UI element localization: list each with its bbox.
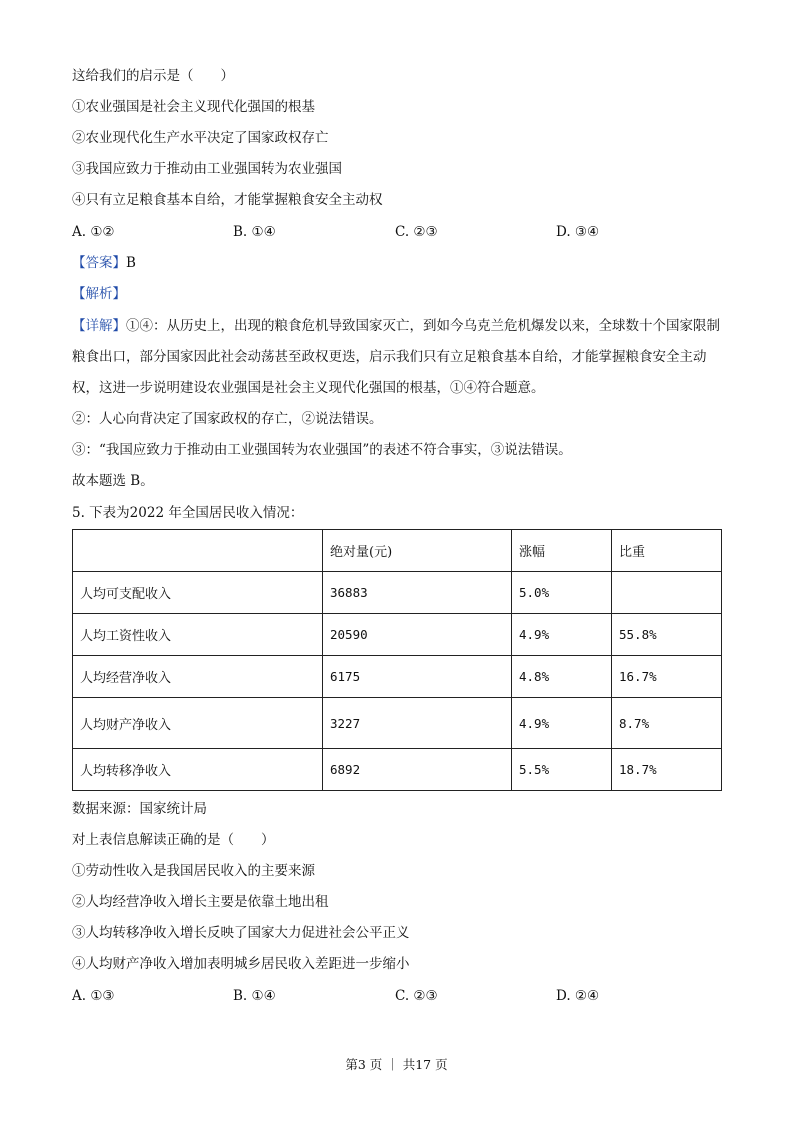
table-cell: 人均工资性收入 <box>73 614 323 656</box>
q5-stem: 5. 下表为2022 年全国居民收入情况： <box>72 505 304 521</box>
q5-statement-1: ①劳动性收入是我国居民收入的主要来源 <box>72 863 315 879</box>
q4-detail <box>72 311 722 404</box>
income-table <box>72 529 722 791</box>
q5-options <box>72 986 712 1006</box>
q5-option-a: A. ①③ <box>72 988 115 1004</box>
q4-answer <box>72 253 136 273</box>
page-footer: 第3 页 ｜ 共17 页 <box>345 1057 448 1072</box>
q5-statement-4: ④人均财产净收入增加表明城乡居民收入差距进一步缩小 <box>72 956 410 972</box>
table-row <box>73 572 722 614</box>
table-row <box>73 656 722 698</box>
q4-note-2: ②：人心向背决定了国家政权的存亡，②说法错误。 <box>72 411 383 427</box>
q4-statement-3: ③我国应致力于推动由工业强国转为农业强国 <box>72 161 342 177</box>
table-cell: 人均经营净收入 <box>73 656 323 698</box>
table-header-row <box>73 530 722 572</box>
detail-text: ①④：从历史上，出现的粮食危机导致国家灭亡，到如今乌克兰危机爆发以来，全球数十个国家限制粮食出口，部分国家因此社会动荡甚至政权更迭，启示我们只有立足粮食基本自给，才能掌握粮食安全主动权，这进一步说明建设农业强国是社会主义现代化强国的根基，①④符合题意。 <box>72 318 720 396</box>
table-cell: 16.7% <box>612 656 722 698</box>
q4-option-d: D. ③④ <box>556 224 600 240</box>
q5-option-d: D. ②④ <box>556 988 600 1004</box>
table-row <box>73 698 722 749</box>
q4-stem-tail: 这给我们的启示是（ ） <box>72 68 234 84</box>
table-cell: 3227 <box>323 698 512 749</box>
q4-statement-1: ①农业强国是社会主义现代化强国的根基 <box>72 99 315 115</box>
table-cell: 人均财产净收入 <box>73 698 323 749</box>
table-cell: 4.9% <box>512 698 612 749</box>
table-header-cell: 涨幅 <box>512 530 612 572</box>
q4-options <box>72 222 712 242</box>
table-cell: 4.9% <box>512 614 612 656</box>
q5-option-c: C. ②③ <box>395 988 438 1004</box>
q4-statement-4: ④只有立足粮食基本自给，才能掌握粮食安全主动权 <box>72 192 383 208</box>
table-row <box>73 614 722 656</box>
table-cell: 6175 <box>323 656 512 698</box>
table-cell: 8.7% <box>612 698 722 749</box>
table-row <box>73 749 722 791</box>
q4-note-3: ③：“我国应致力于推动由工业强国转为农业强国”的表述不符合事实，③说法错误。 <box>72 442 572 458</box>
answer-value: B <box>126 255 136 271</box>
table-header-cell: 绝对量(元) <box>323 530 512 572</box>
table-cell: 55.8% <box>612 614 722 656</box>
table-cell: 20590 <box>323 614 512 656</box>
q5-statement-2: ②人均经营净收入增长主要是依靠土地出租 <box>72 894 329 910</box>
q5-question: 对上表信息解读正确的是（ ） <box>72 832 275 848</box>
q5-source: 数据来源：国家统计局 <box>72 801 207 817</box>
table-header-cell <box>73 530 323 572</box>
table-cell: 6892 <box>323 749 512 791</box>
q4-option-a: A. ①② <box>72 224 115 240</box>
answer-tag: 【答案】 <box>72 255 126 271</box>
q4-conclusion: 故本题选 B。 <box>72 473 154 489</box>
table-cell <box>612 572 722 614</box>
table-cell: 4.8% <box>512 656 612 698</box>
table-cell: 5.0% <box>512 572 612 614</box>
q4-option-c: C. ②③ <box>395 224 438 240</box>
q5-statement-3: ③人均转移净收入增长反映了国家大力促进社会公平正义 <box>72 925 410 941</box>
q4-statement-2: ②农业现代化生产水平决定了国家政权存亡 <box>72 130 329 146</box>
table-cell: 18.7% <box>612 749 722 791</box>
q4-option-b: B. ①④ <box>233 224 276 240</box>
q4-analysis-tag: 【解析】 <box>72 286 126 302</box>
detail-tag: 【详解】 <box>72 318 126 334</box>
table-header-cell: 比重 <box>612 530 722 572</box>
table-cell: 36883 <box>323 572 512 614</box>
table-cell: 人均转移净收入 <box>73 749 323 791</box>
q5-option-b: B. ①④ <box>233 988 276 1004</box>
table-cell: 5.5% <box>512 749 612 791</box>
table-cell: 人均可支配收入 <box>73 572 323 614</box>
